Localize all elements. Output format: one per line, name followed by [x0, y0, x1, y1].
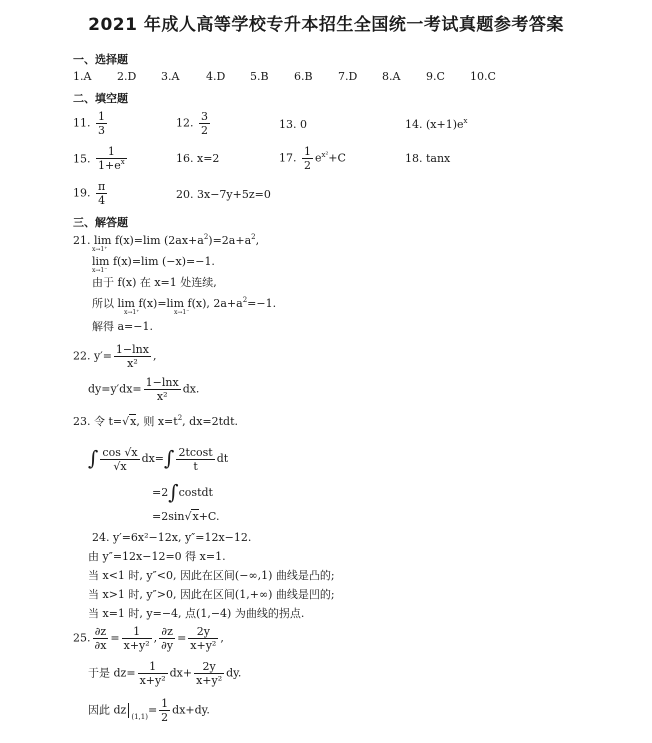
math-text: ,: [152, 349, 157, 363]
math-text: 于是 dz=: [88, 666, 136, 680]
denominator: 3: [98, 124, 105, 137]
math-text: costdt: [178, 486, 213, 499]
numerator: 2y: [194, 660, 224, 674]
fraction: [96, 110, 107, 137]
denominator: x+y²: [196, 674, 223, 687]
numerator: 1: [96, 145, 127, 159]
math-text: =: [147, 703, 158, 717]
q22-line-1: [73, 343, 156, 370]
q21-line-2: lim f(x)=lim (−x)=−1.: [92, 255, 215, 268]
math-text: =2: [152, 486, 169, 499]
fill-answer-12: [176, 110, 212, 137]
fraction: [176, 446, 214, 473]
limit-subscript: x→1⁺: [124, 309, 140, 316]
fill-answer-13: 13. 0: [279, 118, 307, 131]
denominator: ∂x: [94, 639, 107, 652]
q25-line-2: [88, 660, 241, 687]
limit-subscript: x→1⁻: [92, 267, 108, 274]
limit-subscript: x→1⁺: [92, 246, 108, 253]
math-text: dx+: [169, 666, 193, 680]
numerator: ∂z: [93, 625, 109, 639]
choice-answer: 10.C: [470, 70, 496, 83]
choice-answer: 5.B: [250, 70, 269, 83]
q23-line-3: [152, 478, 213, 504]
q21-line-3: 由于 f(x) 在 x=1 处连续,: [92, 276, 217, 289]
math-text: =2sin: [152, 510, 185, 523]
math-text: 21. lim f(x)=lim (2ax+a: [73, 234, 204, 247]
fill-answer-16: 16. x=2: [176, 152, 220, 165]
fraction: [122, 625, 152, 652]
choice-answer: 4.D: [206, 70, 226, 83]
subscript: (1,1): [131, 712, 148, 721]
q24-line-4: 当 x>1 时, y″>0, 因此在区间(1,+∞) 曲线是凹的;: [88, 588, 335, 601]
fraction: [199, 110, 210, 137]
answer-label: 19.: [73, 186, 91, 200]
numerator: 1: [122, 625, 152, 639]
denominator: √x: [113, 459, 127, 473]
math-text: 所以 lim f(x)=lim f(x), 2a+a: [92, 297, 243, 310]
fill-answer-20: 20. 3x−7y+5z=0: [176, 188, 271, 201]
superscript: x²: [321, 150, 329, 159]
denominator-text: 1+e: [98, 159, 121, 172]
math-text: dx+dy.: [172, 703, 210, 717]
numerator: 2tcost: [178, 445, 213, 459]
fraction: [159, 625, 175, 652]
integral-sign-icon: ∫: [164, 446, 175, 470]
numerator: 1−lnx: [115, 343, 149, 356]
fill-answer-15: [73, 145, 129, 174]
denominator: 2: [201, 124, 208, 137]
limit-subscript: x→1⁻: [174, 309, 190, 316]
q24-line-3: 当 x<1 时, y″<0, 因此在区间(−∞,1) 曲线是凸的;: [88, 569, 335, 582]
q24-line-2: 由 y″=12x−12=0 得 x=1.: [88, 550, 226, 563]
numerator: 2y: [188, 625, 218, 639]
choice-answer: 3.A: [161, 70, 180, 83]
radicand: x: [130, 415, 137, 428]
denominator: x+y²: [139, 674, 166, 687]
answer-label: 11.: [73, 116, 91, 130]
denominator: x²: [156, 390, 168, 403]
superscript: x: [463, 117, 468, 125]
math-text: =−1.: [247, 297, 277, 310]
fraction: [100, 446, 139, 473]
fraction: [194, 660, 224, 687]
answer-text: +C: [328, 151, 346, 165]
fraction: [159, 697, 170, 724]
fill-answer-18: 18. tanx: [405, 152, 451, 165]
choice-answer: 2.D: [117, 70, 137, 83]
denominator: x+y²: [123, 639, 150, 652]
q24-line-5: 当 x=1 时, y=−4, 点(1,−4) 为曲线的拐点.: [88, 607, 305, 620]
superscript: 2: [177, 414, 183, 422]
numerator: 3: [201, 110, 208, 123]
fraction: [96, 145, 127, 174]
fraction: [114, 343, 151, 370]
denominator: t: [193, 459, 198, 473]
integral-sign-icon: ∫: [168, 480, 179, 504]
integral-sign-icon: ∫: [88, 446, 99, 470]
numerator: ∂z: [159, 625, 175, 639]
superscript: x: [120, 158, 125, 166]
fill-answer-11: [73, 110, 109, 137]
numerator: 1: [138, 660, 168, 674]
math-text: 23. 令 t=: [73, 415, 123, 428]
fraction: [144, 376, 181, 403]
math-text: 22. y′=: [73, 349, 112, 363]
math-text: 25.: [73, 631, 91, 645]
q25-line-1: 25. $\frac{\partial z}{\partial x}$ = $\frac{1}{\text{x+y²}}$ , $\frac{\partial z}{\partial y}$ = $\frac{2y}{\text{x+y²}}$ ,: [73, 625, 224, 652]
math-text: dy=y′dx=: [88, 382, 142, 396]
math-text: )=2a+a: [208, 234, 252, 247]
fraction: [93, 625, 109, 652]
numerator: 1−lnx: [145, 376, 179, 389]
q24-line-1: 24. y′=6x²−12x, y″=12x−12.: [92, 531, 252, 544]
fill-answer-17: [279, 145, 346, 172]
q25-line-3: [88, 697, 210, 724]
q23-line-4: =2sin√x+C.: [152, 510, 220, 523]
superscript: 2: [251, 233, 256, 241]
q21-line-5: 解得 a=−1.: [92, 320, 153, 333]
numerator: π: [98, 180, 106, 193]
denominator: [96, 159, 127, 174]
math-text: , dx=2tdt.: [182, 415, 239, 428]
superscript: 2: [203, 233, 209, 241]
fraction: [188, 625, 218, 652]
math-text: dt: [216, 452, 229, 465]
math-text: dx=: [141, 452, 165, 465]
math-text: dy.: [226, 666, 242, 680]
denominator: x+y²: [190, 639, 217, 652]
denominator: 2: [304, 159, 311, 172]
q23-line-1: 23. 令 t=√x, 则 $x=t^2$, dx=2tdt.: [73, 414, 239, 428]
answer-label: 17.: [279, 151, 297, 165]
fill-answer-14: [405, 118, 467, 133]
math-text: 因此 dz: [88, 703, 127, 717]
math-text: ,: [255, 234, 260, 247]
denominator: 2: [161, 711, 169, 724]
numerator: cos √x: [102, 445, 138, 459]
numerator: 1: [304, 145, 311, 158]
fraction: [96, 180, 107, 207]
q23-line-2: [88, 438, 228, 472]
answer-text: 14. (x+1)e: [405, 118, 464, 131]
denominator: 4: [98, 194, 106, 207]
choice-answer: 7.D: [338, 70, 358, 83]
fraction: [302, 145, 313, 172]
evaluation-bar: [128, 703, 129, 718]
numerator: 1: [161, 697, 169, 710]
answer-label: 12.: [176, 116, 194, 130]
radicand: x: [192, 510, 199, 523]
choice-answer: 1.A: [73, 70, 92, 83]
page-title: 2021 年成人高等学校专升本招生全国统一考试真题参考答案: [88, 15, 564, 35]
section-heading-solve: 三、解答题: [73, 216, 128, 229]
choice-answer: 9.C: [426, 70, 445, 83]
section-heading-choice: 一、选择题: [73, 53, 128, 66]
superscript: 2: [242, 296, 248, 304]
math-text: +C.: [198, 510, 220, 523]
answer-text: e: [315, 151, 322, 165]
denominator: x²: [127, 357, 138, 370]
fraction: [138, 660, 168, 687]
section-heading-fill: 二、填空题: [73, 92, 128, 105]
answer-label: 15.: [73, 152, 91, 166]
choice-answer: 8.A: [382, 70, 401, 83]
numerator: 1: [98, 110, 105, 123]
math-text: dx.: [182, 382, 200, 396]
denominator: ∂y: [161, 639, 174, 652]
math-text: , 则 x=t: [136, 415, 178, 428]
q22-line-2: [88, 376, 199, 403]
fill-answer-19: [73, 180, 109, 207]
choice-answer: 6.B: [294, 70, 313, 83]
